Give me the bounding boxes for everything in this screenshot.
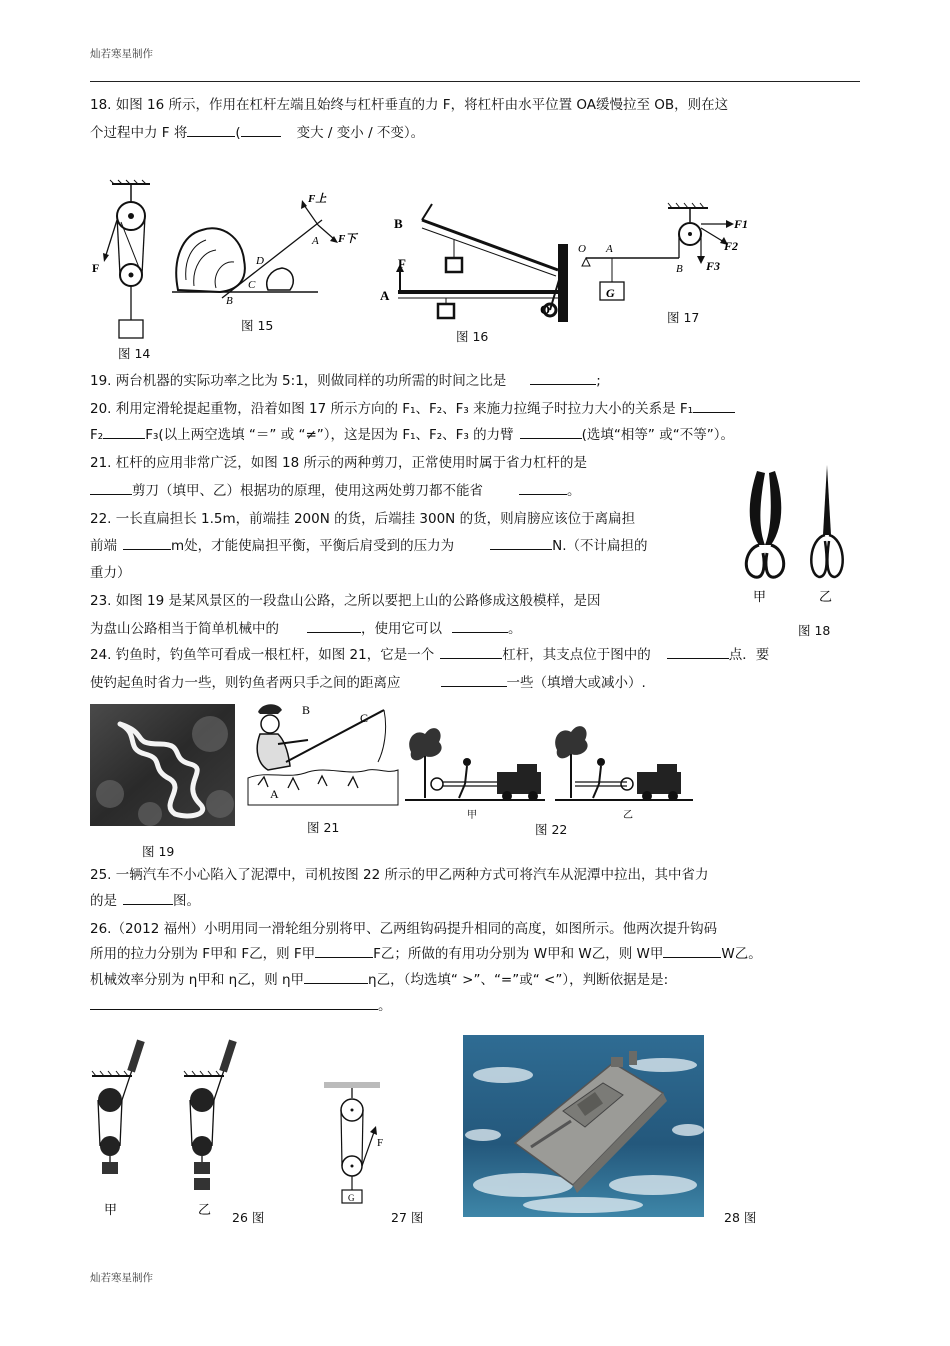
fig22-label-jia: 甲 [467, 810, 477, 821]
q26-text-2a: 所用的拉力分别为 F甲和 F乙，则 F甲 [90, 946, 316, 962]
q24-text-1b: 杠杆，其支点位于图中的 [502, 647, 651, 663]
q18-line2 [90, 124, 424, 142]
q25-text-2a: 的是 [90, 893, 117, 909]
q18-text-c: 变大 / 变小 / 不变）。 [296, 125, 425, 141]
fig21-label-c: C [360, 711, 369, 725]
fig17-label-f2: F2 [724, 239, 739, 253]
figure-27-pulley [322, 1082, 392, 1207]
q26-text-3a: 机械效率分别为 η甲和 η乙，则 η甲 [90, 972, 305, 988]
q24-blank-3[interactable] [441, 674, 507, 687]
figure-18-scissors [735, 465, 850, 604]
q22-line3: 重力） [90, 565, 131, 581]
fig15-label-fx: F下 [338, 233, 357, 245]
fig21-label-a: A [270, 787, 279, 801]
q21-line1: 21. 杠杆的应用非常广泛，如图 18 所示的两种剪刀，正常使用时属于省力杠杆的是 [90, 455, 588, 471]
figure-22-car-pulling [405, 720, 695, 825]
q23-line2 [90, 620, 522, 638]
q21-blank-1[interactable] [90, 482, 132, 495]
q25-line1: 25. 一辆汽车不小心陷入了泥潭中，司机按图 22 所示的甲乙两种方式可将汽车从泥潭中拉出，其中省力 [90, 867, 709, 883]
fig22-label-yi: 乙 [623, 810, 633, 821]
q18-blank-2[interactable] [241, 124, 281, 137]
q23-blank-1[interactable] [307, 620, 361, 633]
fig15-label-a: A [312, 235, 319, 247]
q20-text-2c: (选填“相等” 或“不等”）。 [581, 427, 734, 443]
page-header: 灿若寒星制作 [90, 48, 153, 60]
q20-blank-3[interactable] [520, 426, 582, 439]
fig16-label-b: B [394, 216, 403, 231]
q26-text-2c: W乙。 [721, 946, 762, 962]
q26-blank-2[interactable] [663, 945, 721, 958]
fig17-label-f1: F1 [734, 217, 749, 231]
q24-text-2a: 使钓起鱼时省力一些，则钓鱼者两只手之间的距离应 [90, 675, 401, 691]
q20-blank-1[interactable] [693, 400, 735, 413]
fig17-label-b: B [676, 263, 683, 275]
q20-line2 [90, 426, 734, 444]
q19-blank[interactable] [530, 372, 596, 385]
fig16-caption: 图 16 [456, 329, 489, 344]
figure-26-pulley-sets [88, 1038, 248, 1217]
q22-blank-1[interactable] [123, 537, 171, 550]
figure-28-amphibious-vehicle-photo [463, 1035, 704, 1217]
q24-blank-1[interactable] [440, 646, 502, 659]
fig14-label-f: F [92, 261, 100, 275]
q21-text-2b: 。 [567, 483, 581, 499]
fig16-label-f: F [398, 256, 406, 271]
q23-line1: 23. 如图 19 是某风景区的一段盘山公路，之所以要把上山的公路修成这般模样，是因 [90, 593, 601, 609]
figure-17-pulley-lever [578, 202, 768, 307]
q19-text: 19. 两台机器的实际功率之比为 5:1，则做同样的功所需的时间之比是 [90, 373, 507, 389]
fig21-label-b: B [302, 703, 311, 717]
q24-line1 [90, 646, 769, 664]
fig17-label-g: G [606, 286, 615, 300]
fig16-label-a: A [380, 288, 390, 303]
q22-blank-2[interactable] [490, 537, 552, 550]
fig27-caption: 27 图 [391, 1210, 424, 1225]
fig17-label-f3: F3 [706, 259, 721, 273]
q26-blank-1[interactable] [315, 945, 373, 958]
fig27-label-f: F [377, 1137, 384, 1149]
fig21-caption: 图 21 [307, 820, 340, 835]
q20-text-2a: F₂ [90, 427, 104, 443]
page-footer: 灿若寒星制作 [90, 1272, 153, 1284]
fig15-label-d: D [256, 255, 264, 267]
fig17-label-a: A [606, 243, 613, 255]
fig27-label-g: G [348, 1193, 355, 1203]
q22-text-2c: N.（不计扁担的 [552, 538, 648, 554]
q26-line3 [90, 971, 668, 989]
figure-14-pulley [92, 180, 162, 350]
q24-text-1a: 24. 钓鱼时，钓鱼竿可看成一根杠杆，如图 21，它是一个 [90, 647, 435, 663]
q20-text-2b: F₃(以上两空选填 “＝” 或 “≠”），这是因为 F₁、F₂、F₃ 的力臂 [145, 427, 514, 443]
fig26-caption: 26 图 [232, 1210, 265, 1225]
q18-text-a: 个过程中力 F 将 [90, 125, 188, 141]
fig26-label-jia: 甲 [104, 1202, 118, 1217]
fig15-caption: 图 15 [241, 318, 274, 333]
q23-text-2a: 为盘山公路相当于简单机械中的 [90, 621, 279, 637]
q21-text-2a: 剪刀（填甲、乙）根据功的原理，使用这两处剪刀都不能省 [132, 483, 483, 499]
figure-16-lever [378, 200, 578, 325]
fig14-caption: 图 14 [118, 346, 151, 361]
q18-text-b: ( [235, 125, 241, 141]
fig17-caption: 图 17 [667, 310, 700, 325]
fig18-caption: 图 18 [798, 623, 831, 638]
fig15-label-fu: F上 [308, 193, 327, 205]
q20-text-1: 20. 利用定滑轮提起重物，沿着如图 17 所示方向的 F₁、F₂、F₃ 来施力拉绳子时拉力大小的关系是 F₁ [90, 401, 694, 417]
q26-blank-4[interactable] [90, 997, 378, 1010]
fig28-caption: 28 图 [724, 1210, 757, 1225]
q21-line2 [90, 482, 581, 500]
q23-text-2c: 。 [508, 621, 522, 637]
figure-21-fishing [248, 700, 398, 805]
fig15-label-b: B [226, 295, 233, 307]
q22-text-2b: m处，才能使扁担平衡，平衡后肩受到的压力为 [171, 538, 455, 554]
figure-15-rock-lever [172, 190, 357, 307]
q24-blank-2[interactable] [667, 646, 729, 659]
q26-text-2b: F乙；所做的有用功分别为 W甲和 W乙，则 W甲 [373, 946, 664, 962]
q22-line1: 22. 一长直扁担长 1.5m，前端挂 200N 的货，后端挂 300N 的货，则肩膀应该位于离扁担 [90, 511, 636, 527]
q24-text-2b: 一些（填增大或减小）. [506, 675, 646, 691]
q26-line1: 26.（2012 福州）小明用同一滑轮组分别将甲、乙两组钩码提升相同的高度，如图所示。他两次提升钩码 [90, 921, 718, 937]
q21-blank-2[interactable] [519, 482, 567, 495]
fig19-caption: 图 19 [142, 844, 175, 859]
q26-blank-3[interactable] [304, 971, 368, 984]
fig22-caption: 图 22 [535, 822, 568, 837]
q19-line [90, 372, 601, 390]
fig26-label-yi: 乙 [198, 1202, 212, 1217]
q22-text-2a: 前端 [90, 538, 117, 554]
fig26-set-yi [184, 1040, 237, 1217]
q22-line2 [90, 537, 648, 555]
q18-line1: 18. 如图 16 所示，作用在杠杆左端且始终与杠杆垂直的力 F，将杠杆由水平位置 OA缓慢拉至 OB，则在这 [90, 97, 729, 113]
q20-blank-2[interactable] [103, 426, 145, 439]
q25-text-2b: 图。 [173, 893, 200, 909]
q23-text-2b: ，使用它可以 [361, 621, 442, 637]
q23-blank-2[interactable] [452, 620, 508, 633]
q20-line1 [90, 400, 735, 418]
q24-text-1c: 点．要 [728, 647, 770, 663]
fig17-label-o: O [578, 243, 586, 255]
fig26-set-jia [92, 1040, 145, 1217]
q25-blank[interactable] [123, 892, 173, 905]
q18-blank[interactable] [187, 124, 235, 137]
q26-text-3b: η乙，（均选填“ >”、“=”或“ <”），判断依据是是: [368, 972, 669, 988]
fig22-panel-jia [405, 728, 545, 821]
fig22-panel-yi [555, 726, 693, 821]
fig16-label-o: O [540, 302, 551, 317]
q25-line2 [90, 892, 200, 910]
header-rule [90, 81, 860, 82]
q26-line4 [90, 997, 392, 1015]
q19-end: ; [596, 373, 601, 389]
figure-19-mountain-road-photo [90, 704, 235, 826]
fig18-label-yi: 乙 [819, 589, 833, 604]
q26-end: 。 [378, 998, 392, 1014]
q24-line2 [90, 674, 646, 692]
fig18-label-jia: 甲 [753, 589, 767, 604]
q26-line2 [90, 945, 762, 963]
fig15-label-c: C [248, 279, 256, 291]
